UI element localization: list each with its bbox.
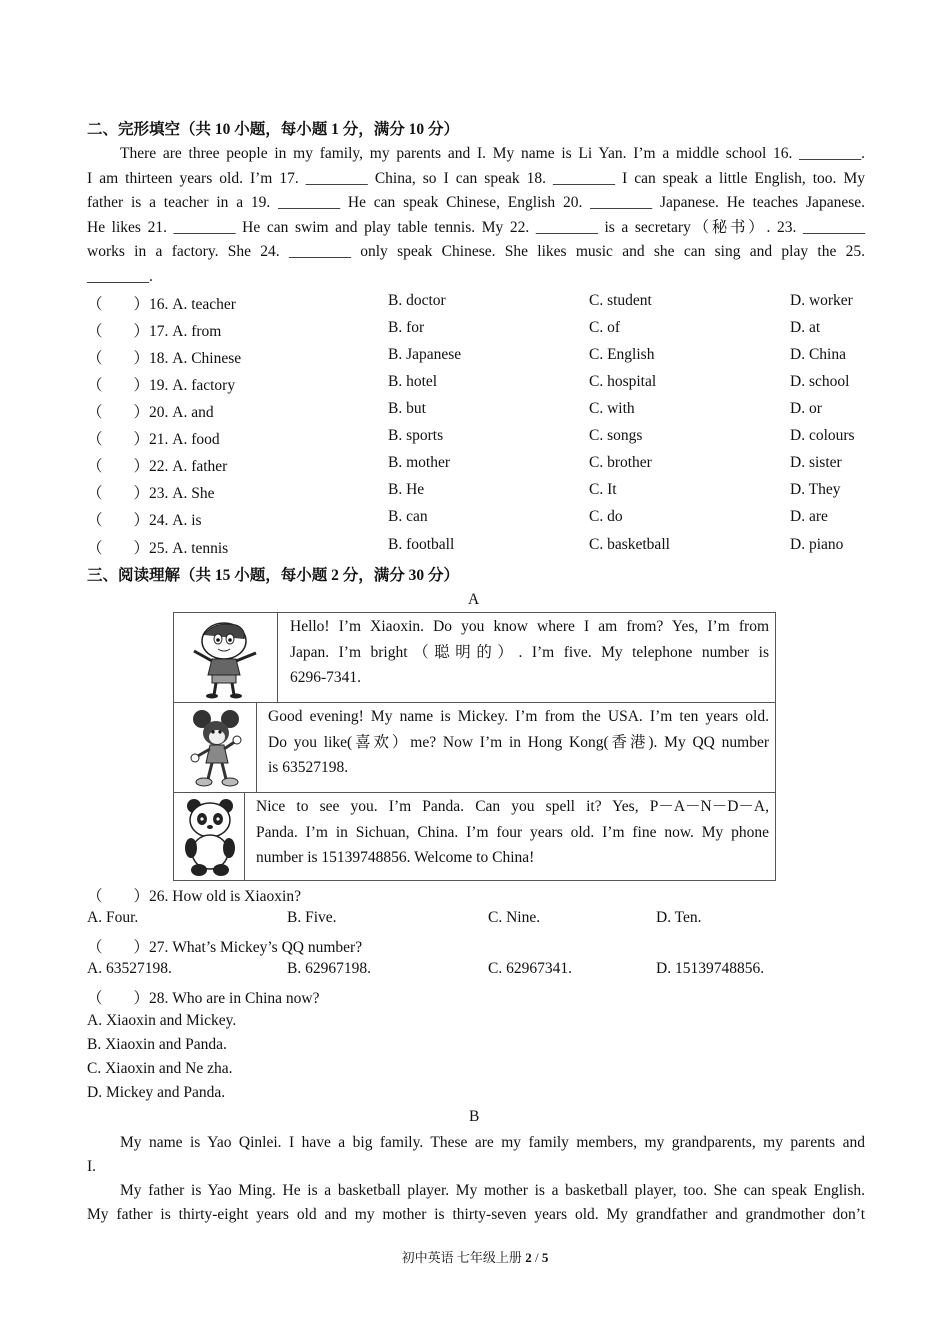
card-line: Hello! I’m Xiaoxin. Do you know where I am from? Yes, I’m from [290, 618, 769, 635]
q26-option-c: C. Nine. [488, 909, 541, 926]
question-stem: （ ）22. A. father [87, 458, 228, 475]
q27-option-d: D. 15139748856. [656, 960, 765, 977]
q27-option-a: A. 63527198. [87, 960, 172, 977]
card-line: Good evening! My name is Mickey. I’m from the USA. I’m ten years old. [268, 708, 769, 725]
card-image-cell [174, 613, 278, 702]
card-line: Panda. I’m in Sichuan, China. I’m four years old. I’m fine now. My phone [256, 823, 769, 841]
section3-title: 三、阅读理解（共 15 小题，每小题 2 分，满分 30 分） [87, 567, 460, 584]
option-d: D. are [790, 508, 828, 525]
page-footer [0, 1247, 950, 1266]
mickey-cartoon-image [182, 707, 250, 789]
option-c: C. brother [589, 454, 652, 471]
passage-line: ________. [87, 267, 153, 285]
info-card-panda [173, 792, 776, 881]
question-row [87, 319, 877, 343]
question-row [87, 346, 877, 370]
option-c: C. English [589, 346, 655, 363]
q27-option-c: C. 62967341. [488, 960, 572, 977]
question-row [87, 508, 877, 532]
info-card-mickey [173, 702, 776, 793]
option-c: C. with [589, 400, 635, 417]
option-b: B. for [388, 319, 425, 336]
option-c: C. student [589, 292, 652, 309]
question-stem: （ ）16. A. teacher [87, 296, 236, 313]
card-image-cell [174, 793, 245, 880]
cloze-passage [87, 142, 865, 289]
question-26-stem: （ ）26. How old is Xiaoxin? [87, 888, 301, 905]
card-text [268, 704, 769, 781]
question-stem: （ ）21. A. food [87, 431, 220, 448]
passage-line: I. [87, 1158, 97, 1175]
q28-option-a: A. Xiaoxin and Mickey. [87, 1012, 237, 1029]
option-d: D. colours [790, 427, 855, 444]
passage-line: I am thirteen years old. I’m 17. ________ China, so I can speak 18. ________ I can speak a little English, too. My [87, 169, 865, 187]
card-line: 6296-7341. [290, 669, 362, 686]
q28-option-c: C. Xiaoxin and Ne zha. [87, 1060, 233, 1077]
info-card-xiaoxin [173, 612, 776, 703]
section2-title: 二、完形填空（共 10 小题，每小题 1 分，满分 10 分） [87, 121, 460, 138]
footer-separator: / [531, 1250, 542, 1265]
passage-line: father is a teacher in a 19. ________ He can speak Chinese, English 20. ________ Japanese. He teaches Japanese. [87, 194, 865, 211]
q26-option-d: D. Ten. [656, 909, 702, 926]
option-d: D. or [790, 400, 822, 417]
option-d: D. They [790, 481, 841, 498]
option-c: C. do [589, 508, 623, 525]
question-row [87, 536, 877, 560]
question-stem: （ ）19. A. factory [87, 377, 236, 394]
option-d: D. piano [790, 536, 844, 553]
question-27-stem: （ ）27. What’s Mickey’s QQ number? [87, 939, 363, 956]
question-stem: （ ）23. A. She [87, 485, 215, 502]
question-row [87, 427, 877, 451]
card-line: Do you like(喜欢）me? Now I’m in Hong Kong(香港). My QQ number [268, 733, 769, 751]
passage-line: There are three people in my family, my parents and I. My name is Li Yan. I’m a middle school 16. ________. [120, 145, 865, 162]
option-b: B. hotel [388, 373, 438, 390]
passage-line: works in a factory. She 24. ________ only speak Chinese. She likes music and she can sing and play the 25. [87, 243, 865, 260]
option-b: B. mother [388, 454, 450, 471]
passage-line: My father is thirty-eight years old and my mother is thirty-seven years old. My grandfather and grandmother don’t [87, 1206, 865, 1223]
option-d: D. worker [790, 292, 853, 309]
option-c: C. basketball [589, 536, 670, 553]
option-d: D. sister [790, 454, 842, 471]
option-b: B. football [388, 536, 455, 553]
question-stem: （ ）25. A. tennis [87, 540, 229, 557]
passage-line: My name is Yao Qinlei. I have a big family. These are my family members, my grandparents, my parents and [120, 1134, 865, 1151]
q28-option-b: B. Xiaoxin and Panda. [87, 1036, 227, 1053]
option-c: C. hospital [589, 373, 657, 390]
card-text [256, 794, 769, 871]
part-b-label: B [469, 1108, 480, 1125]
xiaoxin-cartoon-image [184, 617, 268, 699]
q26-option-a: A. Four. [87, 909, 139, 926]
option-d: D. at [790, 319, 821, 336]
footer-page-total: 5 [541, 1250, 549, 1265]
option-b: B. Japanese [388, 346, 462, 363]
question-row [87, 481, 877, 505]
question-stem: （ ）17. A. from [87, 323, 222, 340]
footer-text: 初中英语 七年级上册 [401, 1250, 526, 1265]
option-b: B. He [388, 481, 425, 498]
question-row [87, 292, 877, 316]
card-line: Nice to see you. I’m Panda. Can you spell it? Yes, P－A－N－D－A, [256, 798, 769, 815]
part-a-label: A [468, 591, 480, 608]
q27-option-b: B. 62967198. [287, 960, 371, 977]
panda-cartoon-image [180, 796, 242, 878]
question-stem: （ ）24. A. is [87, 512, 202, 529]
footer-page-number: 2 [525, 1250, 532, 1265]
card-text [290, 614, 769, 691]
passage-line: My father is Yao Ming. He is a basketball player. My mother is a basketball player, too. She can speak English. [120, 1182, 865, 1199]
option-c: C. It [589, 481, 617, 498]
question-row [87, 400, 877, 424]
card-line: is 63527198. [268, 759, 349, 776]
option-c: C. songs [589, 427, 643, 444]
card-image-cell [174, 703, 257, 792]
passage-b-paragraph-1 [87, 1131, 865, 1179]
passage-b-paragraph-2 [87, 1179, 865, 1227]
option-b: B. doctor [388, 292, 446, 309]
option-d: D. China [790, 346, 846, 363]
option-c: C. of [589, 319, 620, 336]
card-line: Japan. I’m bright（聪明的）. I’m five. My telephone number is [290, 643, 769, 661]
passage-line: He likes 21. ________ He can swim and play table tennis. My 22. ________ is a secretary（秘书）. 23. ________ [87, 218, 865, 236]
q28-option-d: D. Mickey and Panda. [87, 1084, 226, 1101]
question-row [87, 454, 877, 478]
option-b: B. can [388, 508, 428, 525]
question-stem: （ ）20. A. and [87, 404, 214, 421]
option-d: D. school [790, 373, 850, 390]
question-28-stem: （ ）28. Who are in China now? [87, 990, 320, 1007]
q26-option-b: B. Five. [287, 909, 337, 926]
question-row [87, 373, 877, 397]
card-line: number is 15139748856. Welcome to China! [256, 849, 535, 866]
question-stem: （ ）18. A. Chinese [87, 350, 242, 367]
option-b: B. but [388, 400, 426, 417]
option-b: B. sports [388, 427, 444, 444]
